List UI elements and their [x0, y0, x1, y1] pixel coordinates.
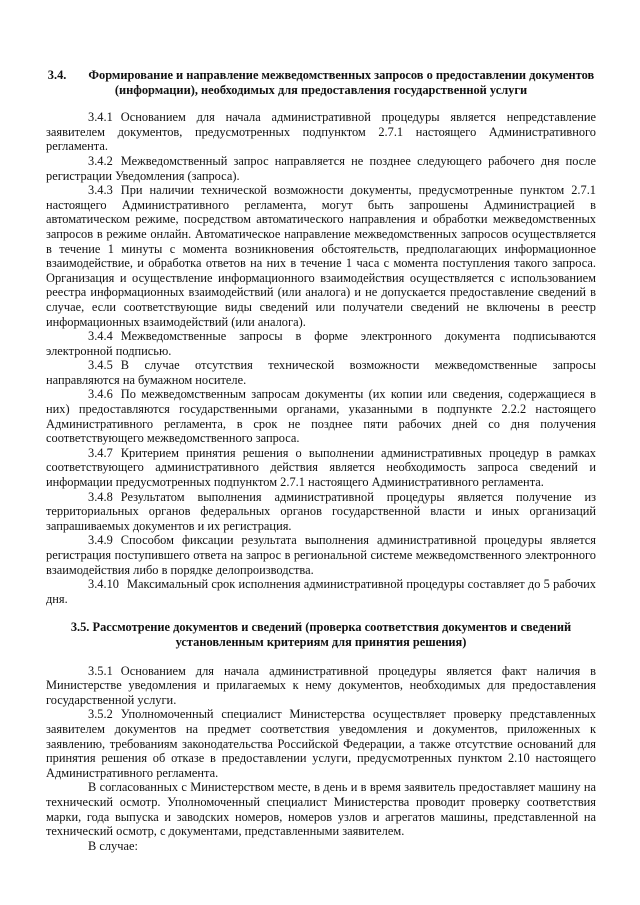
- paragraph-text: По межведомственным запросам документы (их копии или сведения, содержащиеся в них) предоставляются государственными органами, указанными в подпункте 2.2.2 настоящего Административного регламента, в срок не позднее пяти рабочих дней со дня получения соответствующего межведомственного запроса.: [46, 387, 596, 446]
- section-3-5-body: [46, 664, 596, 854]
- paragraph-text: Основанием для начала административной процедуры является факт наличия в Министерстве уведомления и прилагаемых к нему документов, необходимых для предоставления государственной услуги.: [46, 663, 596, 707]
- paragraph-number: 3.4.6: [88, 387, 113, 402]
- paragraph-number: 3.4.3: [88, 183, 113, 198]
- paragraph-number: 3.4.5: [88, 358, 113, 373]
- paragraph-text: Межведомственные запросы в форме электронного документа подписываются электронной подписью.: [46, 329, 596, 358]
- paragraph-number: 3.4.10: [88, 577, 119, 592]
- section-3-4-number: 3.4.: [47, 68, 67, 82]
- paragraph-number: 3.4.2: [88, 153, 113, 168]
- paragraph-3-4-2: [46, 154, 596, 183]
- paragraph-text: Способом фиксации результата выполнения административной процедуры является регистрация поступившего ответа на запрос в региональной системе межведомственного электронного взаимодействия либо в порядке делопроизводства.: [46, 533, 596, 577]
- paragraph-3-5-1: [46, 664, 596, 708]
- paragraph-3-4-4: [46, 329, 596, 358]
- paragraph-3-4-3: [46, 183, 596, 329]
- paragraph-3-4-10: [46, 577, 596, 606]
- paragraph-text: В случае отсутствия технической возможности межведомственные запросы направляются на бумажном носителе.: [46, 358, 596, 387]
- paragraph-3-4-9: [46, 533, 596, 577]
- paragraph-number: 3.4.1: [88, 110, 113, 125]
- paragraph-3-4-8: [46, 490, 596, 534]
- paragraph-3-5-2: [46, 707, 596, 780]
- paragraph-number: 3.5.1: [88, 663, 113, 678]
- paragraph-in-case: В случае:: [88, 838, 138, 853]
- section-3-5-heading: 3.5. Рассмотрение документов и сведений (проверка соответствия документов и сведений установленным критериям для принятия решения): [70, 620, 572, 649]
- paragraph-3-4-7: [46, 446, 596, 490]
- paragraph-text: При наличии технической возможности документы, предусмотренные пунктом 2.7.1 настоящего Административного регламента, могут быть запрошены Администрацией в автоматическом режиме, посредством автоматического направления и обработки межведомственных запросов в режиме онлайн. Автоматическое направление межведомственных запросов осуществляется в течение 1 минуты с момента возникновения обстоятельств, предполагающих информационное взаимодействие, и обработка ответов на них в течение 1 часа с момента поступления такого запроса. Организация и осуществление информационного взаимодействия осуществляется с использованием реестра информационных взаимодействий (или аналога) и не допускается предоставление сведений в случае, если соответствующие виды сведений или получатели сведений не включены в реестр информационных взаимодействий (или аналога).: [46, 183, 596, 329]
- paragraph-number: 3.4.4: [88, 329, 113, 344]
- paragraph-text: Основанием для начала административной процедуры является непредставление заявителем документов, предусмотренных подпунктом 2.7.1 настоящего Административного регламента.: [46, 110, 596, 154]
- paragraph-3-4-6: [46, 387, 596, 445]
- paragraph-text: Уполномоченный специалист Министерства осуществляет проверку представленных заявителем документов на предмет соответствия уведомления и документов, приложенных к заявлению, требованиям законодательства Российской Федерации, а также отсутствие оснований для принятия решения об отказе в предоставлении услуги, предусмотренных пунктом 2.10 настоящего Административного регламента.: [46, 707, 596, 780]
- paragraph-inspection: В согласованных с Министерством месте, в день и в время заявитель предоставляет машину на технический осмотр. Уполномоченный специалист Министерства проводит проверку соответствия марки, года выпуска и заводских номеров, номеров узлов и агрегатов машины, представленной на технический осмотр, с документами, представленными заявителем.: [46, 780, 596, 839]
- paragraph-text: Критерием принятия решения о выполнении административных процедур в рамках соответствующего административного действия является необходимость запроса сведений и информации предусмотренных подпунктом 2.7.1 настоящего Административного регламента.: [46, 445, 596, 490]
- paragraph-3-4-5: [46, 358, 596, 387]
- paragraph-number: 3.4.8: [88, 489, 113, 504]
- section-3-4-title: Формирование и направление межведомственных запросов о предоставлении документов (информации), необходимых для предоставления государственной услуги: [88, 68, 595, 97]
- section-3-4-body: [46, 110, 596, 606]
- paragraph-text: Результатом выполнения административной процедуры является получение из территориальных органов федеральных органов государственной власти и иных организаций запрашиваемых документов и их регистрация.: [46, 489, 596, 533]
- paragraph-text: Межведомственный запрос направляется не позднее следующего рабочего дня после регистрации Уведомления (запроса).: [46, 153, 596, 183]
- paragraph-number: 3.4.9: [88, 533, 113, 548]
- section-3-4-heading: [46, 68, 596, 97]
- paragraph-number: 3.4.7: [88, 445, 113, 460]
- paragraph-text: Максимальный срок исполнения административной процедуры составляет до 5 рабочих дня.: [46, 577, 596, 606]
- paragraph-number: 3.5.2: [88, 707, 113, 722]
- paragraph-3-4-1: [46, 110, 596, 154]
